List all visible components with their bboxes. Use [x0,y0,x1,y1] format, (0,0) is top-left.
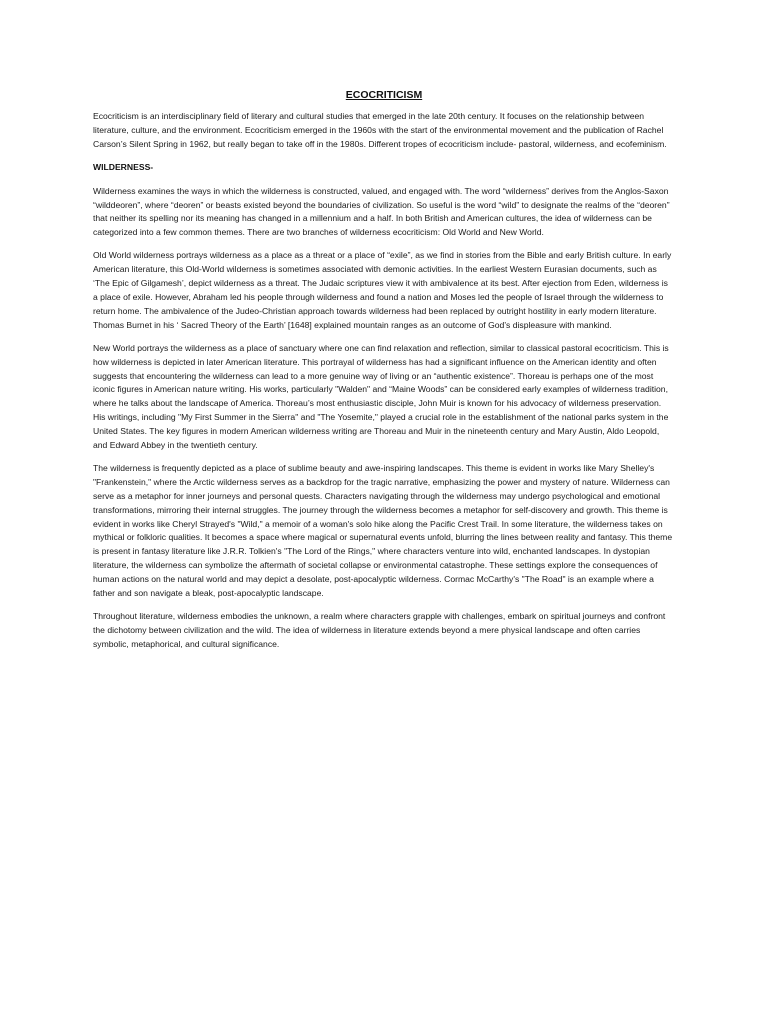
paragraph-new-world: New World portrays the wilderness as a place of sanctuary where one can find relaxation and reflection, similar to classical pastoral ecocriticism. This is how wilderness is depicted in later American literature. This portrayal of wilderness has had a significant influence on the American identity and often suggests that encountering the wilderness can lead to a more genuine way of living or an “authentic existence”. Thoreau is perhaps one of the most iconic figures in American nature writing. His works, particularly "Walden" and “Maine Woods” can be considered early examples of wilderness tradition, where he talks about the landscape of America. Thoreau’s most enthusiastic disciple, John Muir is known for his advocacy of wilderness preservation. His writings, including "My First Summer in the Sierra" and "The Yosemite," played a crucial role in the establishment of the national parks system in the United States. The key figures in modern American wilderness writing are Thoreau and Muir in the nineteenth century and Mary Austin, Aldo Leopold, and Edward Abbey in the twentieth century. [93,342,669,451]
document-body [93,88,675,661]
paragraph-sublime-themes: The wilderness is frequently depicted as a place of sublime beauty and awe-inspiring landscapes. This theme is evident in works like Mary Shelley's "Frankenstein," where the Arctic wilderness serves as a backdrop for the tragic narrative, emphasizing the power and mystery of nature. Wilderness can serve as a metaphor for inner journeys and personal quests. Characters navigating through the wilderness may undergo psychological and emotional transformations, mirroring their internal struggles. The journey through the wilderness becomes a metaphor for self-discovery and growth. This theme is evident in works like Cheryl Strayed's "Wild," a memoir of a woman's solo hike along the Pacific Crest Trail. In some literature, the wilderness takes on mythical or folkloric qualities. It becomes a space where magical or supernatural events unfold, blurring the lines between reality and fantasy. This theme is present in fantasy literature like J.R.R. Tolkien's "The Lord of the Rings," where characters venture into wild, enchanted landscapes. In dystopian literature, the wilderness can symbolize the aftermath of societal collapse or environmental catastrophe. These settings explore the consequences of human actions on the natural world and may depict a desolate, post-apocalyptic wilderness. Cormac McCarthy's "The Road" is an example where a father and son navigate a bleak, post-apocalyptic landscape. [93,462,673,599]
paragraph-old-world: Old World wilderness portrays wilderness as a place as a threat or a place of “exile”, as we find in stories from the Bible and early British culture. In early American literature, this Old-World wilderness is sometimes associated with demonic activities. In the earliest Western Eurasian documents, such as ‘The Epic of Gilgamesh’, depict wilderness as a threat. The Judaic scriptures view it with ambivalence at its best. After ejection from Eden, wilderness is a place of exile. However, Abraham led his people through wilderness and found a nation and Moses led the people of Israel through the wilderness to return home. The ambivalence of the Judeo-Christian approach towards wilderness had been replaced by outright hostility in early modern literature. Thomas Burnet in his ‘ Sacred Theory of the Earth’ [1648] explained mountain ranges as an outcome of God’s displeasure with mankind. [93,250,672,330]
intro-paragraph: Ecocriticism is an interdisciplinary field of literary and cultural studies that emerged in the late 20th century. It focuses on the relationship between literature, culture, and the environment. Ecocriticism emerged in the 1960s with the start of the environmental movement and the publication of Rachel Carson’s Silent Spring in 1962, but really began to take off in the 1980s. Different tropes of ecocriticism include- pastoral, wilderness, and ecofeminism. [93,111,667,149]
paragraph-wilderness-definition: Wilderness examines the ways in which the wilderness is constructed, valued, and engaged with. The word “wilderness” derives from the Anglos-Saxon “wilddeoren”, where “deoren” or beasts existed beyond the boundaries of civilization. So useful is the word “wild” to designate the realms of the “deoren” that neither its spelling nor its meaning has changed in a millennium and a half. In both British and American cultures, the idea of wilderness can be categorized into a few common themes. There are two branches of wilderness ecocriticism: Old World and New World. [93,185,670,238]
document-title: ECOCRITICISM [345,89,423,101]
section-heading-wilderness: WILDERNESS- [93,161,154,172]
paragraph-conclusion: Throughout literature, wilderness embodies the unknown, a realm where characters grapple with challenges, embark on spiritual journeys and confront the dichotomy between civilization and the wild. The idea of wilderness in literature extends beyond a mere physical landscape and often carries symbolic, metaphorical, and cultural significance. [93,611,666,649]
